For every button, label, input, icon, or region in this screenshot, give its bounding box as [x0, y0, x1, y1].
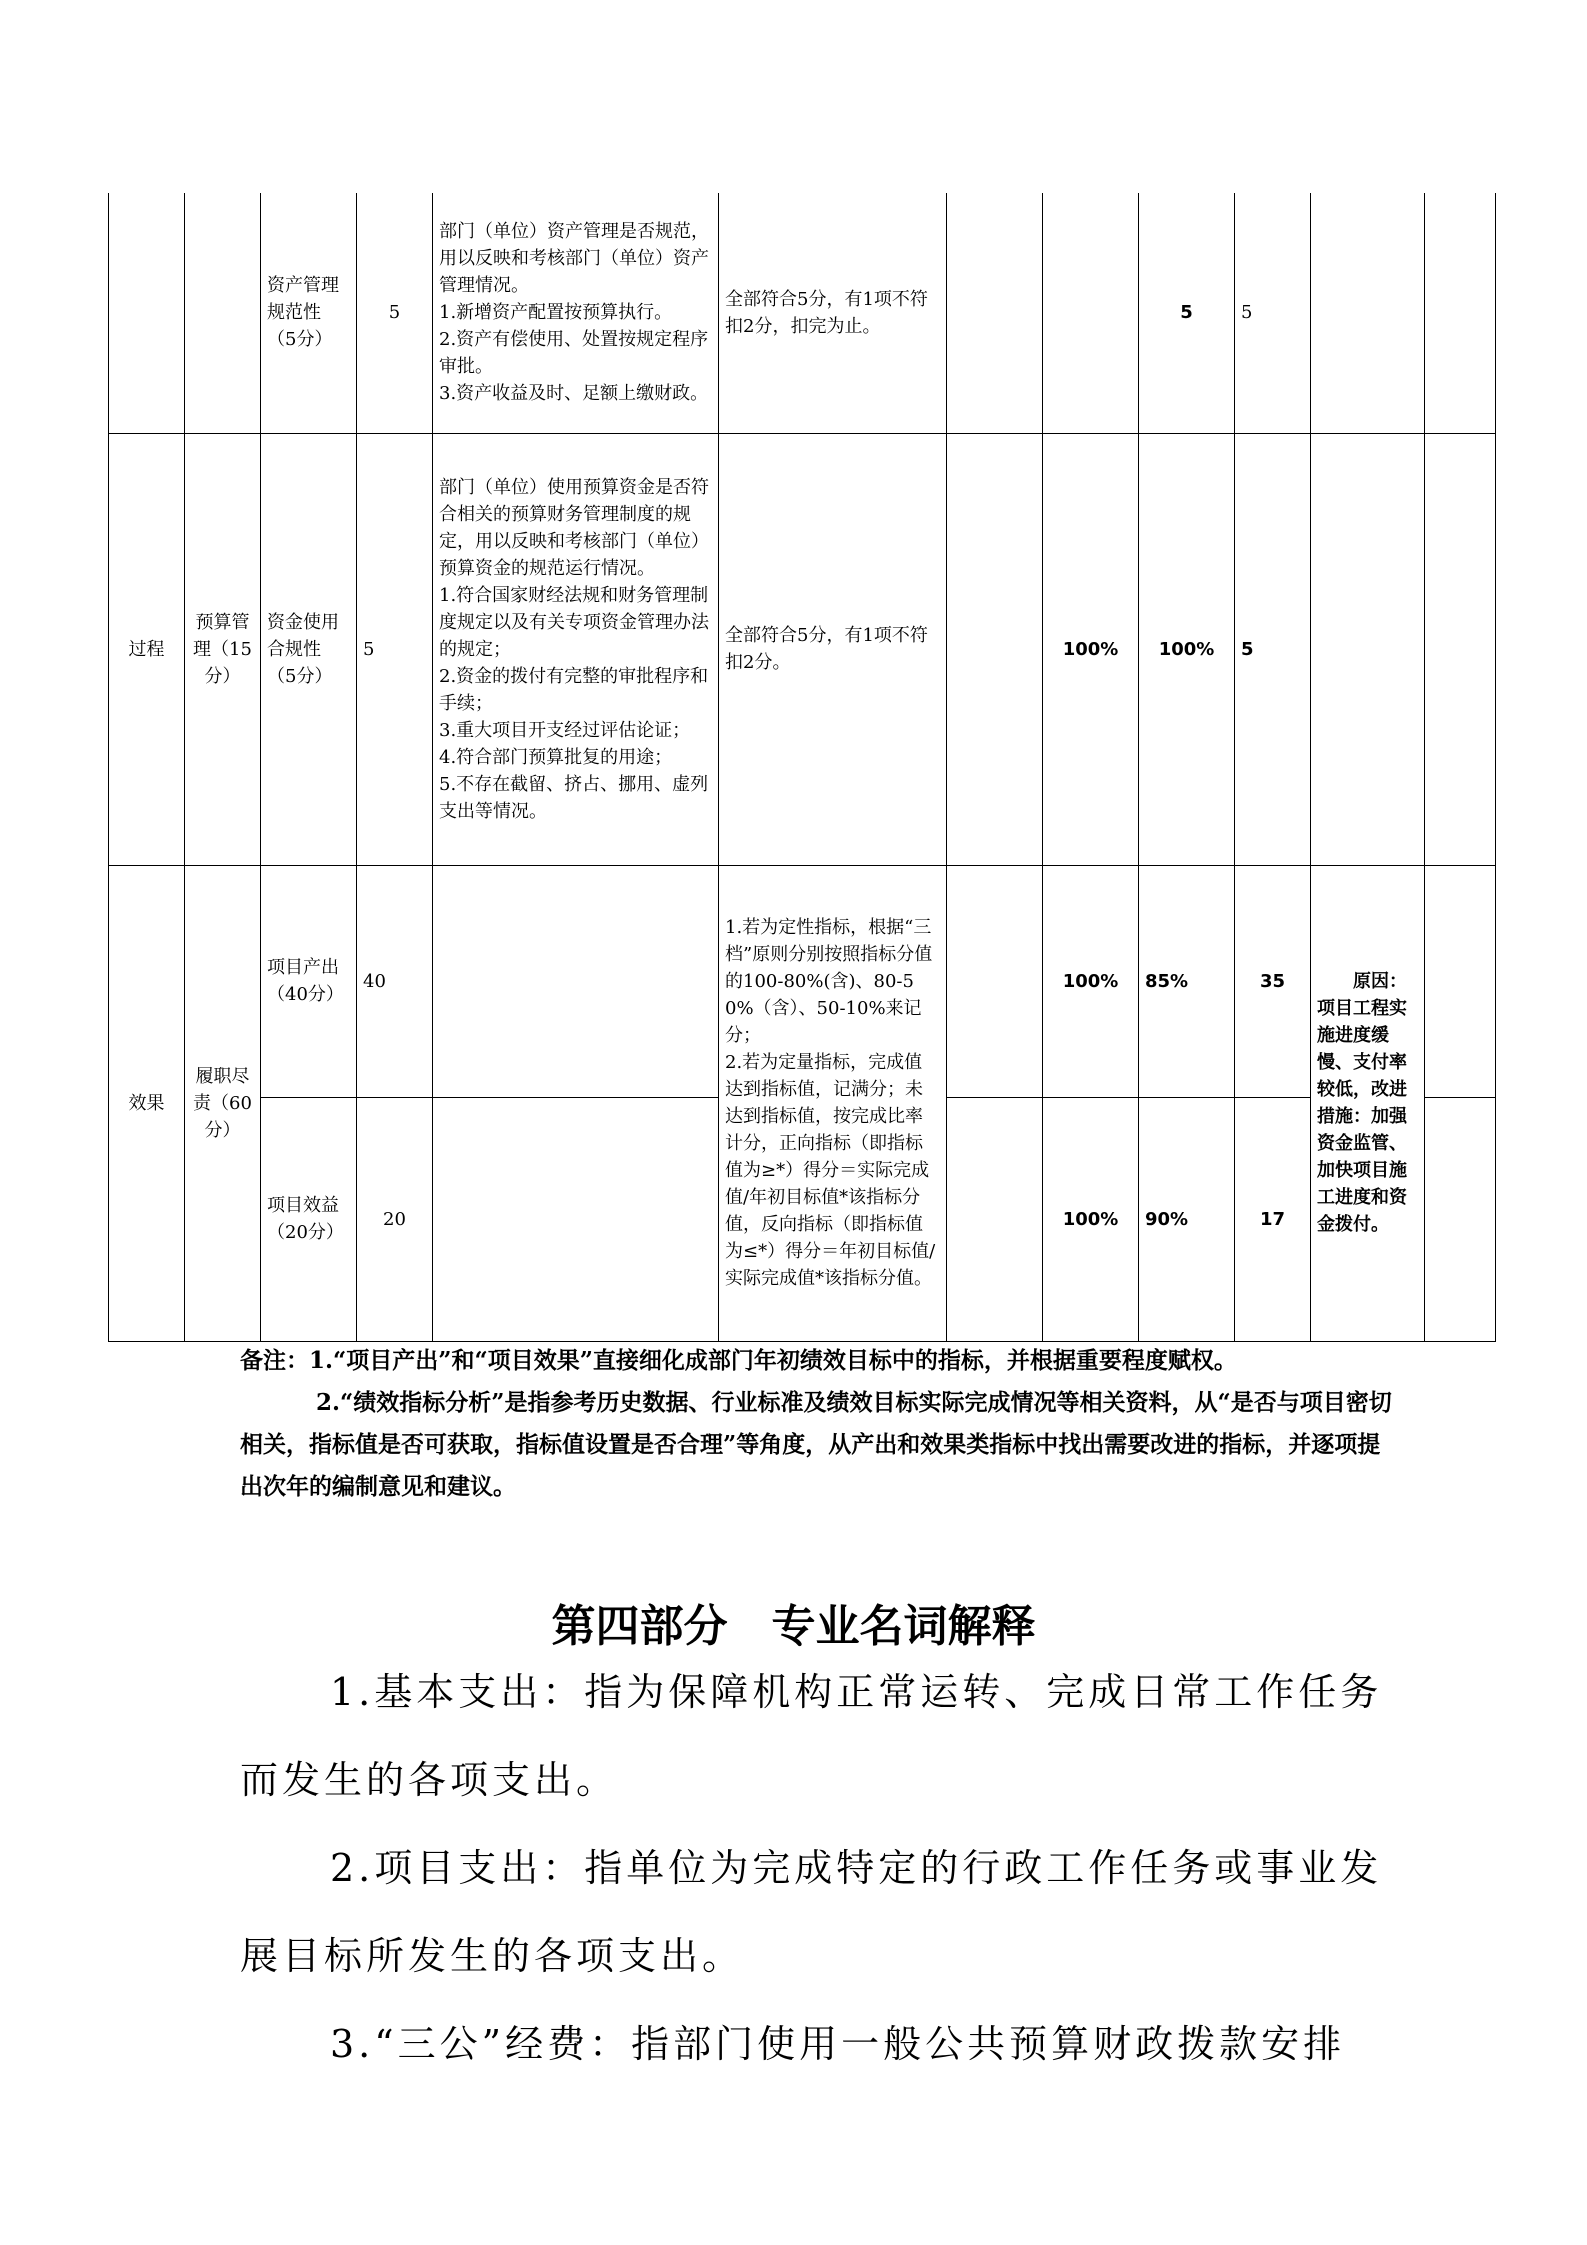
empty-cell	[947, 193, 1043, 433]
earned-cell: 35	[1235, 865, 1311, 1097]
earned-cell: 5	[1235, 433, 1311, 865]
glossary-item: 1.基本支出：指为保障机构正常运转、完成日常工作任务而发生的各项支出。	[240, 1670, 1383, 1802]
actual-cell: 5	[1139, 193, 1235, 433]
note-2: 2.“绩效指标分析”是指参考历史数据、行业标准及绩效目标实际完成情况等相关资料，从“是否与项目密切相关，指标值是否可获取，指标值设置是否合理”等角度，从产出和效果类指标中找出需要改进的指标，并逐项提出次年的编制意见和建议。	[240, 1389, 1392, 1500]
reason-cell: 原因：项目工程实施进度缓慢、支付率较低，改进措施：加强资金监管、加快项目施工进度和资金拨付。	[1311, 865, 1425, 1341]
table-row	[109, 193, 1496, 433]
category-cell: 效果	[109, 865, 185, 1341]
score-cell: 40	[357, 865, 433, 1097]
empty-cell	[1425, 1097, 1496, 1341]
notes	[240, 1340, 1400, 1508]
note-1: 备注：1.“项目产出”和“项目效果”直接细化成部门年初绩效目标中的指标，并根据重要程度赋权。	[240, 1347, 1237, 1374]
empty-cell	[1311, 193, 1425, 433]
description-cell: 部门（单位）资产管理是否规范，用以反映和考核部门（单位）资产管理情况。 1.新增资产配置按预算执行。 2.资产有偿使用、处置按规定程序审批。 3.资产收益及时、足额上缴财政。	[433, 193, 719, 433]
score-cell: 20	[357, 1097, 433, 1341]
actual-cell: 90%	[1139, 1097, 1235, 1341]
standard-cell: 全部符合5分，有1项不符扣2分，扣完为止。	[719, 193, 947, 433]
score-cell: 5	[357, 433, 433, 865]
target-cell: 100%	[1043, 865, 1139, 1097]
actual-cell: 85%	[1139, 865, 1235, 1097]
indicator-cell: 资金使用合规性（5分）	[261, 433, 357, 865]
table-row	[109, 865, 1496, 1097]
earned-cell: 5	[1235, 193, 1311, 433]
actual-cell: 100%	[1139, 433, 1235, 865]
subcategory-cell	[185, 193, 261, 433]
target-cell	[1043, 193, 1139, 433]
performance-table	[108, 193, 1496, 1342]
empty-cell	[1425, 433, 1496, 865]
table-row	[109, 433, 1496, 865]
indicator-cell: 资产管理规范性（5分）	[261, 193, 357, 433]
description-cell: 部门（单位）使用预算资金是否符合相关的预算财务管理制度的规定，用以反映和考核部门（单位）预算资金的规范运行情况。 1.符合国家财经法规和财务管理制度规定以及有关专项资金管理办法的规定； 2.资金的拨付有完整的审批程序和手续； 3.重大项目开支经过评估论证； 4.符合部门预算批复的用途； 5.不存在截留、挤占、挪用、虚列支出等情况。	[433, 433, 719, 865]
earned-cell: 17	[1235, 1097, 1311, 1341]
indicator-cell: 项目产出（40分）	[261, 865, 357, 1097]
empty-cell	[947, 865, 1043, 1097]
score-cell: 5	[357, 193, 433, 433]
description-cell	[433, 1097, 719, 1341]
glossary-item: 3.“三公”经费：指部门使用一般公共预算财政拨款安排	[330, 2022, 1346, 2066]
glossary-item: 2.项目支出：指单位为完成特定的行政工作任务或事业发展目标所发生的各项支出。	[240, 1846, 1383, 1978]
empty-cell	[1311, 433, 1425, 865]
standard-cell: 1.若为定性指标，根据“三档”原则分别按照指标分值的100-80%(含)、80-50%（含）、50-10%来记分； 2.若为定量指标，完成值达到指标值，记满分；未达到指标值，按完成比率计分，正向指标（即指标值为≥*）得分＝实际完成值/年初目标值*该指标分值，反向指标（即指标值为≤*）得分＝年初目标值/实际完成值*该指标分值。	[719, 865, 947, 1341]
subcategory-cell: 履职尽责（60分）	[185, 865, 261, 1341]
description-cell	[433, 865, 719, 1097]
standard-cell: 全部符合5分，有1项不符扣2分。	[719, 433, 947, 865]
target-cell: 100%	[1043, 1097, 1139, 1341]
empty-cell	[1425, 865, 1496, 1097]
category-cell: 过程	[109, 433, 185, 865]
target-cell: 100%	[1043, 433, 1139, 865]
subcategory-cell: 预算管理（15分）	[185, 433, 261, 865]
indicator-cell: 项目效益（20分）	[261, 1097, 357, 1341]
empty-cell	[947, 1097, 1043, 1341]
empty-cell	[1425, 193, 1496, 433]
category-cell	[109, 193, 185, 433]
empty-cell	[947, 433, 1043, 865]
section-title: 第四部分 专业名词解释	[551, 1601, 1036, 1652]
